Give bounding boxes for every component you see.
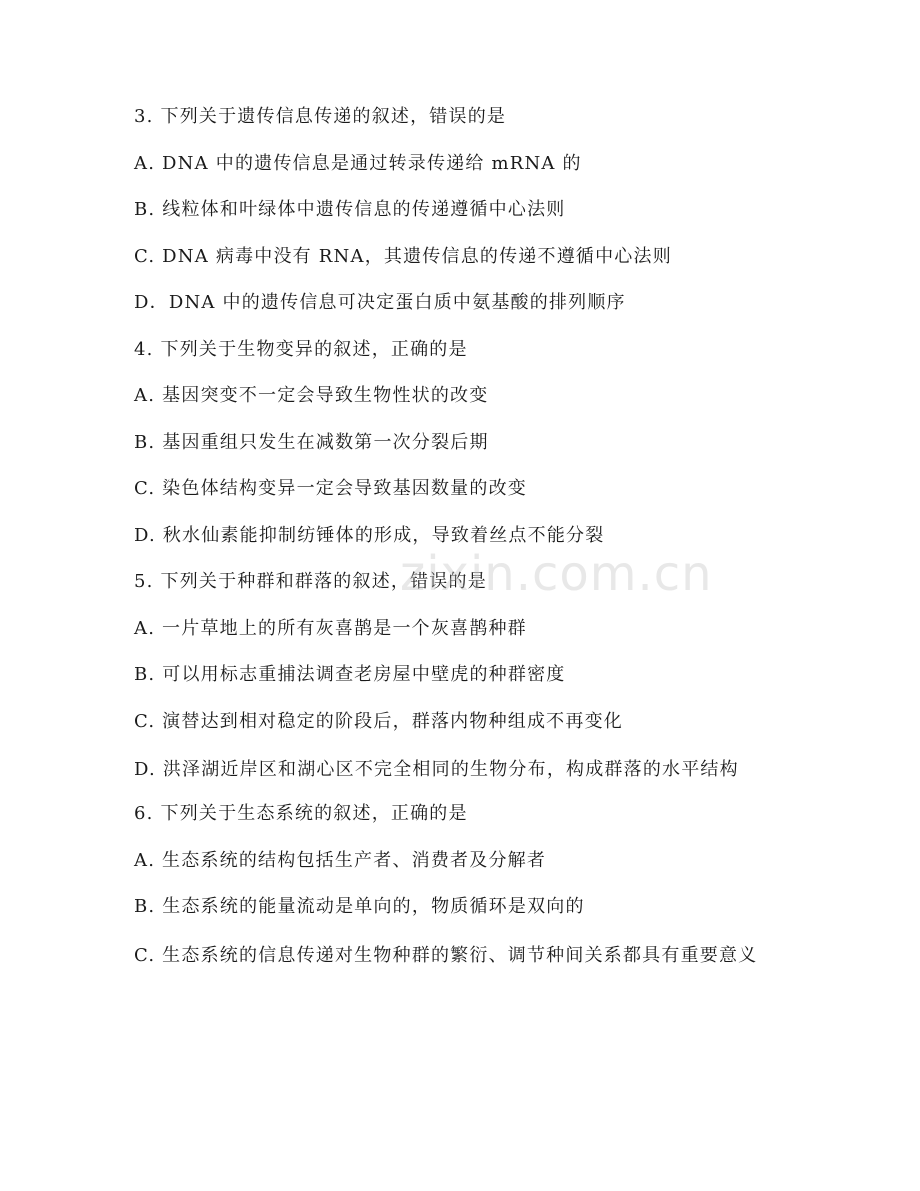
question-4-option-c: C. 染色体结构变异一定会导致基因数量的改变: [134, 478, 527, 499]
question-5-option-b: B. 可以用标志重捕法调查老房屋中壁虎的种群密度: [134, 664, 566, 685]
question-5-option-d: D. 洪泽湖近岸区和湖心区不完全相同的生物分布，构成群落的水平结构: [134, 759, 739, 780]
question-4-option-a: A. 基因突变不一定会导致生物性状的改变: [134, 385, 489, 406]
question-5-option-a: A. 一片草地上的所有灰喜鹊是一个灰喜鹊种群: [134, 617, 527, 639]
question-4-option-d: D. 秋水仙素能抑制纺锤体的形成，导致着丝点不能分裂: [134, 524, 605, 546]
question-3-option-d: D．DNA 中的遗传信息可决定蛋白质中氨基酸的排列顺序: [134, 292, 626, 313]
question-6-option-c: C. 生态系统的信息传递对生物种群的繁衍、调节种间关系都具有重要意义: [134, 944, 758, 966]
question-4-option-b: B. 基因重组只发生在减数第一次分裂后期: [134, 431, 489, 453]
question-6-option-b: B. 生态系统的能量流动是单向的，物质循环是双向的: [134, 896, 585, 917]
question-5-option-c: C. 演替达到相对稳定的阶段后，群落内物种组成不再变化: [134, 710, 623, 732]
question-3-option-c: C. DNA 病毒中没有 RNA，其遗传信息的传递不遵循中心法则: [134, 245, 672, 267]
watermark-text: zixin.com.cn: [400, 546, 713, 602]
question-3-stem: 3. 下列关于遗传信息传递的叙述，错误的是: [134, 106, 507, 127]
question-3-option-b: B. 线粒体和叶绿体中遗传信息的传递遵循中心法则: [134, 199, 566, 220]
question-5-stem: 5. 下列关于种群和群落的叙述，错误的是: [134, 571, 487, 592]
question-4-stem: 4. 下列关于生物变异的叙述，正确的是: [134, 338, 468, 360]
question-6-option-a: A. 生态系统的结构包括生产者、消费者及分解者: [134, 849, 547, 871]
question-6-stem: 6. 下列关于生态系统的叙述，正确的是: [134, 803, 468, 824]
question-3-option-a: A. DNA 中的遗传信息是通过转录传递给 mRNA 的: [134, 152, 582, 174]
